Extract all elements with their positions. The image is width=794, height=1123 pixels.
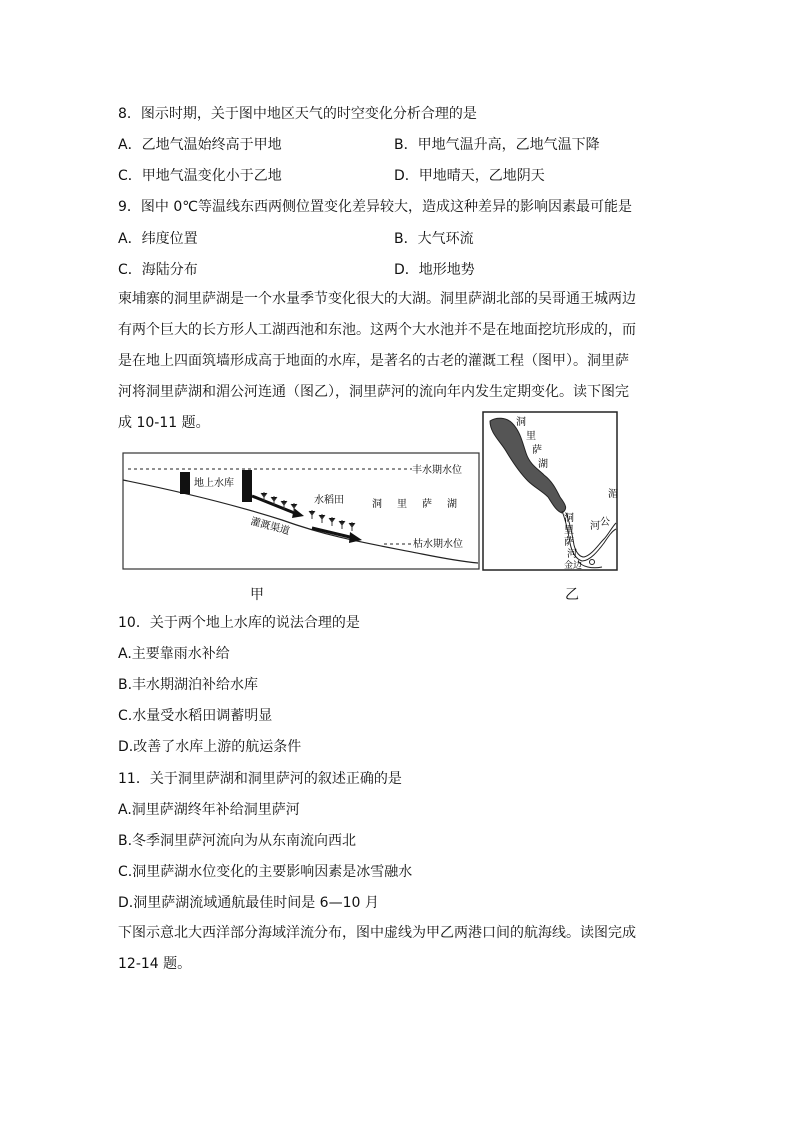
passage-tonle-sap: 柬埔寨的洞里萨湖是一个水量季节变化很大的大湖。洞里萨湖北部的吴哥通王城两边有两个巨大的长方形人工湖西池和东池。这两个大水池并不是在地面挖坑形成的，而是在地上四面筑墙形成高于地面的水库，是著名的古老的灌溉工程（图甲）。洞里萨河将洞里萨湖和湄公河连通（图乙），洞里萨河的流向年内发生定期变化。读下图完成 10-11 题。: [118, 291, 636, 431]
map-river-char-1: 洞: [564, 513, 574, 524]
question-11-option-b: B.冬季洞里萨河流向为从东南流向西北: [118, 833, 357, 849]
question-8-option-a: A．乙地气温始终高于甲地: [118, 137, 282, 153]
map-lake-char-3: 萨: [532, 445, 542, 456]
label-high-water: 丰水期水位: [412, 465, 462, 476]
question-10-option-d: D.改善了水库上游的航运条件: [118, 739, 302, 755]
map-city-label: 金边: [564, 561, 583, 571]
map-lake-char-1: 洞: [516, 417, 526, 428]
map-river-char-3: 萨: [564, 537, 574, 548]
question-8-option-c: C．甲地气温变化小于乙地: [118, 168, 282, 184]
question-9-option-a: A．纬度位置: [118, 231, 198, 247]
passage-north-atlantic: 下图示意北大西洋部分海域洋流分布，图中虚线为甲乙两港口间的航海线。读图完成 12-14 题。: [118, 925, 636, 972]
label-paddy: 水稻田: [314, 495, 344, 506]
question-11-option-d: D.洞里萨湖流域通航最佳时间是 6—10 月: [118, 895, 379, 911]
question-8-stem: 8．图示时期，关于图中地区天气的时空变化分析合理的是: [118, 106, 477, 122]
figure-yi-map: [482, 411, 618, 571]
question-10-stem: 10．关于两个地上水库的说法合理的是: [118, 615, 360, 631]
figure-yi-label: 乙: [565, 587, 579, 603]
question-11-stem: 11．关于洞里萨湖和洞里萨河的叙述正确的是: [118, 771, 402, 787]
question-9-stem: 9．图中 0℃等温线东西两侧位置变化差异较大，造成这种差异的影响因素最可能是: [118, 199, 632, 215]
label-canal: 灌溉渠道: [249, 516, 291, 538]
label-reservoir: 地上水库: [194, 478, 234, 489]
question-11-option-c: C.洞里萨湖水位变化的主要影响因素是冰雪融水: [118, 864, 413, 880]
question-8-option-d: D．甲地晴天，乙地阴天: [394, 168, 545, 184]
question-10-option-c: C.水量受水稻田调蓄明显: [118, 708, 273, 724]
map-river-char-2: 里: [564, 525, 574, 536]
question-11-option-a: A.洞里萨湖终年补给洞里萨河: [118, 802, 300, 818]
map-river-char-4: 河: [567, 549, 577, 560]
question-9-option-d: D．地形地势: [394, 262, 475, 278]
question-9-option-b: B．大气环流: [394, 231, 474, 247]
reservoir-wall-right: [242, 470, 252, 502]
label-lake-char-4: 湖: [447, 499, 457, 510]
figure-jia-label: 甲: [250, 587, 264, 603]
label-lake-char-2: 里: [397, 499, 407, 510]
map-mekong-char-1: 湄: [608, 489, 618, 500]
label-lake-char-1: 洞: [372, 499, 382, 510]
reservoir-wall-left: [180, 472, 190, 494]
label-lake-char-3: 萨: [422, 499, 432, 510]
question-8-option-b: B．甲地气温升高，乙地气温下降: [394, 137, 600, 153]
map-lake-char-4: 湖: [538, 459, 548, 470]
map-lake-char-2: 里: [526, 431, 536, 442]
question-10-option-b: B.丰水期湖泊补给水库: [118, 677, 259, 693]
question-9-option-c: C．海陆分布: [118, 262, 198, 278]
map-mekong-char-3: 河: [590, 521, 600, 532]
figure-jia-diagram: [122, 452, 480, 570]
map-mekong-char-2: 公: [600, 517, 610, 528]
question-10-option-a: A.主要靠雨水补给: [118, 646, 230, 662]
phnom-penh-marker: [590, 560, 595, 565]
label-low-water: 枯水期水位: [413, 539, 463, 550]
